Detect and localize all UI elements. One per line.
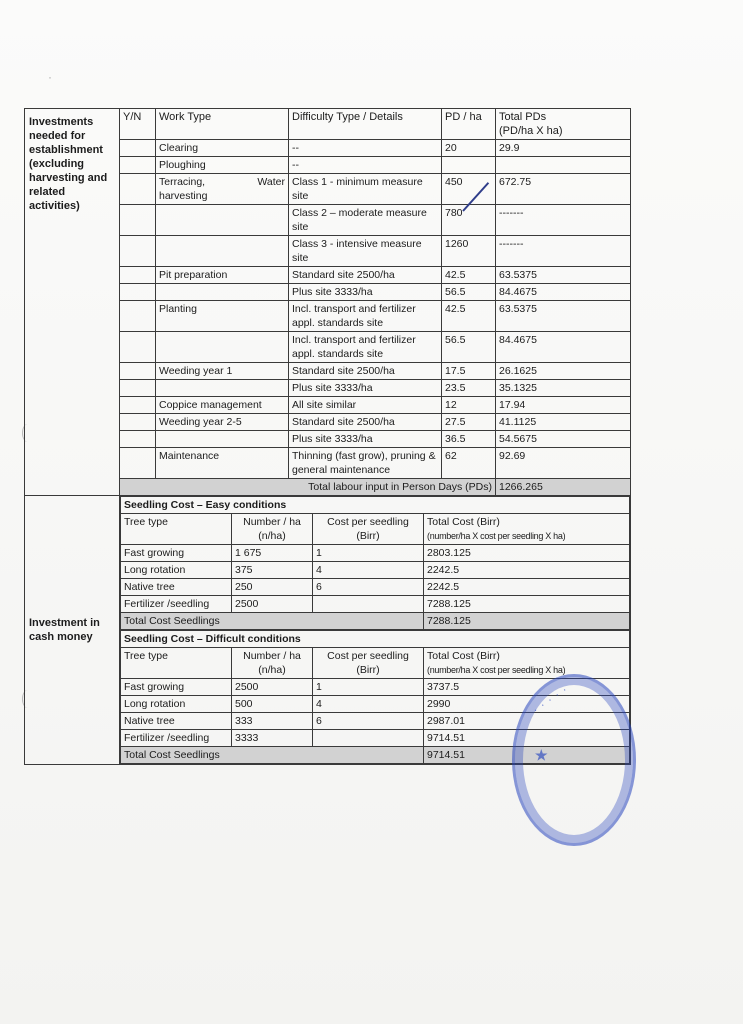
work-type-cell (156, 174, 289, 205)
work-type-cell (156, 380, 289, 397)
tree-type-cell: Fast growing (121, 545, 232, 562)
work-type-cell: Weeding year 1 (156, 363, 289, 380)
cost-cell: 1 (313, 679, 424, 696)
cost-cell (313, 730, 424, 747)
number-cell: 3333 (232, 730, 313, 747)
establishment-label: Investments needed for establishment (excluding harvesting and related activities) (25, 109, 120, 496)
detail-cell: All site similar (289, 397, 442, 414)
table-row (121, 562, 630, 579)
easy-total-row (121, 613, 630, 630)
total-cell: 92.69 (496, 448, 631, 479)
detail-cell: Incl. transport and fertilizer appl. standards site (289, 301, 442, 332)
total-cell (496, 157, 631, 174)
difficult-header-row (121, 648, 630, 679)
total-pds-label: Total PDs (499, 111, 547, 123)
detail-cell: Thinning (fast grow), pruning & general maintenance (289, 448, 442, 479)
work-type-cell (156, 332, 289, 363)
total-cell: ------- (496, 205, 631, 236)
cost-cell: 4 (313, 562, 424, 579)
work-type-cell (156, 205, 289, 236)
cost-cell: 6 (313, 713, 424, 730)
header-cost-sub: (Birr) (356, 530, 380, 542)
work-type-cell: Pit preparation (156, 267, 289, 284)
header-total (424, 648, 630, 679)
header-cost-label: Cost per seedling (327, 516, 409, 528)
easy-section-title: Seedling Cost – Easy conditions (121, 497, 630, 514)
work-type-cell: Weeding year 2-5 (156, 414, 289, 431)
total-cost-cell: 2990 (424, 696, 630, 713)
total-pds-sublabel: (PD/ha X ha) (499, 125, 563, 137)
stamp-star-icon: ★ (535, 747, 548, 763)
number-cell: 2500 (232, 679, 313, 696)
header-total-sub: (number/ha X cost per seedling X ha) (427, 531, 566, 541)
cost-cell: 6 (313, 579, 424, 596)
work-type-cell: Maintenance (156, 448, 289, 479)
detail-cell: Standard site 2500/ha (289, 414, 442, 431)
cost-cell: 4 (313, 696, 424, 713)
table-row (121, 596, 630, 613)
tree-type-cell: Long rotation (121, 696, 232, 713)
header-number (232, 648, 313, 679)
tree-type-cell: Long rotation (121, 562, 232, 579)
header-total-sub: (number/ha X cost per seedling X ha) (427, 665, 566, 675)
labour-total-value: 1266.265 (496, 479, 631, 496)
total-cost-cell: 2242.5 (424, 579, 630, 596)
pd-cell: 42.5 (442, 267, 496, 284)
total-cell: 35.1325 (496, 380, 631, 397)
header-number-label: Number / ha (243, 516, 301, 528)
header-row (25, 109, 631, 140)
easy-header-row (121, 514, 630, 545)
official-stamp (512, 674, 636, 846)
cost-cell: 1 (313, 545, 424, 562)
total-cell: 84.4675 (496, 284, 631, 301)
cost-cell (313, 596, 424, 613)
work-type-cell: Planting (156, 301, 289, 332)
work-type-cell: Clearing (156, 140, 289, 157)
pd-cell: 42.5 (442, 301, 496, 332)
pd-cell: 12 (442, 397, 496, 414)
work-type-cell (156, 431, 289, 448)
tree-type-cell: Fertilizer /seedling (121, 730, 232, 747)
work-type-cell: Coppice management (156, 397, 289, 414)
stamp-ring-text: · · · · · (532, 684, 571, 715)
investment-table (24, 108, 631, 765)
number-cell: 2500 (232, 596, 313, 613)
pd-cell: 20 (442, 140, 496, 157)
detail-cell: Class 3 - intensive measure site (289, 236, 442, 267)
easy-total-label: Total Cost Seedlings (121, 613, 424, 630)
difficult-total-value: 9714.51 (424, 747, 630, 764)
total-cost-cell: 9714.51 (424, 730, 630, 747)
scan-mark: · (48, 70, 52, 84)
detail-cell: -- (289, 140, 442, 157)
header-number (232, 514, 313, 545)
total-cost-cell: 2987.01 (424, 713, 630, 730)
work-type-part: Water (257, 176, 285, 188)
total-cell: ------- (496, 236, 631, 267)
total-cell: 54.5675 (496, 431, 631, 448)
total-cost-cell: 2803.125 (424, 545, 630, 562)
tree-type-cell: Fertilizer /seedling (121, 596, 232, 613)
work-type-cell (156, 236, 289, 267)
header-work-type: Work Type (156, 109, 289, 140)
header-tree-type: Tree type (121, 514, 232, 545)
total-cell: 672.75 (496, 174, 631, 205)
header-number-label: Number / ha (243, 650, 301, 662)
number-cell: 1 675 (232, 545, 313, 562)
total-cell: 63.5375 (496, 301, 631, 332)
detail-cell: Plus site 3333/ha (289, 284, 442, 301)
pd-cell: 450 (442, 174, 496, 205)
header-total-label: Total Cost (Birr) (427, 650, 500, 662)
pd-cell: 27.5 (442, 414, 496, 431)
pd-cell: 56.5 (442, 332, 496, 363)
detail-cell: Standard site 2500/ha (289, 267, 442, 284)
pd-cell (442, 157, 496, 174)
pd-cell: 23.5 (442, 380, 496, 397)
total-cell: 26.1625 (496, 363, 631, 380)
easy-total-value: 7288.125 (424, 613, 630, 630)
difficult-section-title: Seedling Cost – Difficult conditions (121, 631, 630, 648)
work-type-part: harvesting (159, 190, 208, 202)
total-cell: 29.9 (496, 140, 631, 157)
labour-total-label: Total labour input in Person Days (PDs) (120, 479, 496, 496)
pd-cell: 62 (442, 448, 496, 479)
detail-cell: Incl. transport and fertilizer appl. standards site (289, 332, 442, 363)
header-total-pds (496, 109, 631, 140)
table-row (121, 545, 630, 562)
detail-cell: Class 1 - minimum measure site (289, 174, 442, 205)
pd-cell: 780 (442, 205, 496, 236)
header-cost (313, 514, 424, 545)
header-cost (313, 648, 424, 679)
header-pd-ha: PD / ha (442, 109, 496, 140)
number-cell: 500 (232, 696, 313, 713)
number-cell: 375 (232, 562, 313, 579)
total-cell: 84.4675 (496, 332, 631, 363)
header-number-sub: (n/ha) (258, 664, 286, 676)
pd-cell: 36.5 (442, 431, 496, 448)
work-type-cell: Ploughing (156, 157, 289, 174)
work-type-cell (156, 284, 289, 301)
total-cell: 63.5375 (496, 267, 631, 284)
table-row (121, 579, 630, 596)
header-cost-label: Cost per seedling (327, 650, 409, 662)
detail-cell: Class 2 – moderate measure site (289, 205, 442, 236)
cash-label: Investment in cash money (25, 496, 120, 765)
header-total (424, 514, 630, 545)
tree-type-cell: Native tree (121, 713, 232, 730)
total-cost-cell: 3737.5 (424, 679, 630, 696)
total-cost-cell: 2242.5 (424, 562, 630, 579)
header-cost-sub: (Birr) (356, 664, 380, 676)
total-cost-cell: 7288.125 (424, 596, 630, 613)
work-type-part: Terracing, (159, 176, 206, 188)
pd-cell: 1260 (442, 236, 496, 267)
header-number-sub: (n/ha) (258, 530, 286, 542)
detail-cell: Standard site 2500/ha (289, 363, 442, 380)
easy-seedling-table (120, 496, 630, 630)
total-cell: 41.1125 (496, 414, 631, 431)
total-cell: 17.94 (496, 397, 631, 414)
header-tree-type: Tree type (121, 648, 232, 679)
detail-cell: Plus site 3333/ha (289, 380, 442, 397)
difficult-total-label: Total Cost Seedlings (121, 747, 424, 764)
detail-cell: Plus site 3333/ha (289, 431, 442, 448)
number-cell: 250 (232, 579, 313, 596)
header-yn: Y/N (120, 109, 156, 140)
header-difficulty: Difficulty Type / Details (289, 109, 442, 140)
pd-cell: 17.5 (442, 363, 496, 380)
pd-cell: 56.5 (442, 284, 496, 301)
number-cell: 333 (232, 713, 313, 730)
tree-type-cell: Native tree (121, 579, 232, 596)
tree-type-cell: Fast growing (121, 679, 232, 696)
detail-cell: -- (289, 157, 442, 174)
header-total-label: Total Cost (Birr) (427, 516, 500, 528)
